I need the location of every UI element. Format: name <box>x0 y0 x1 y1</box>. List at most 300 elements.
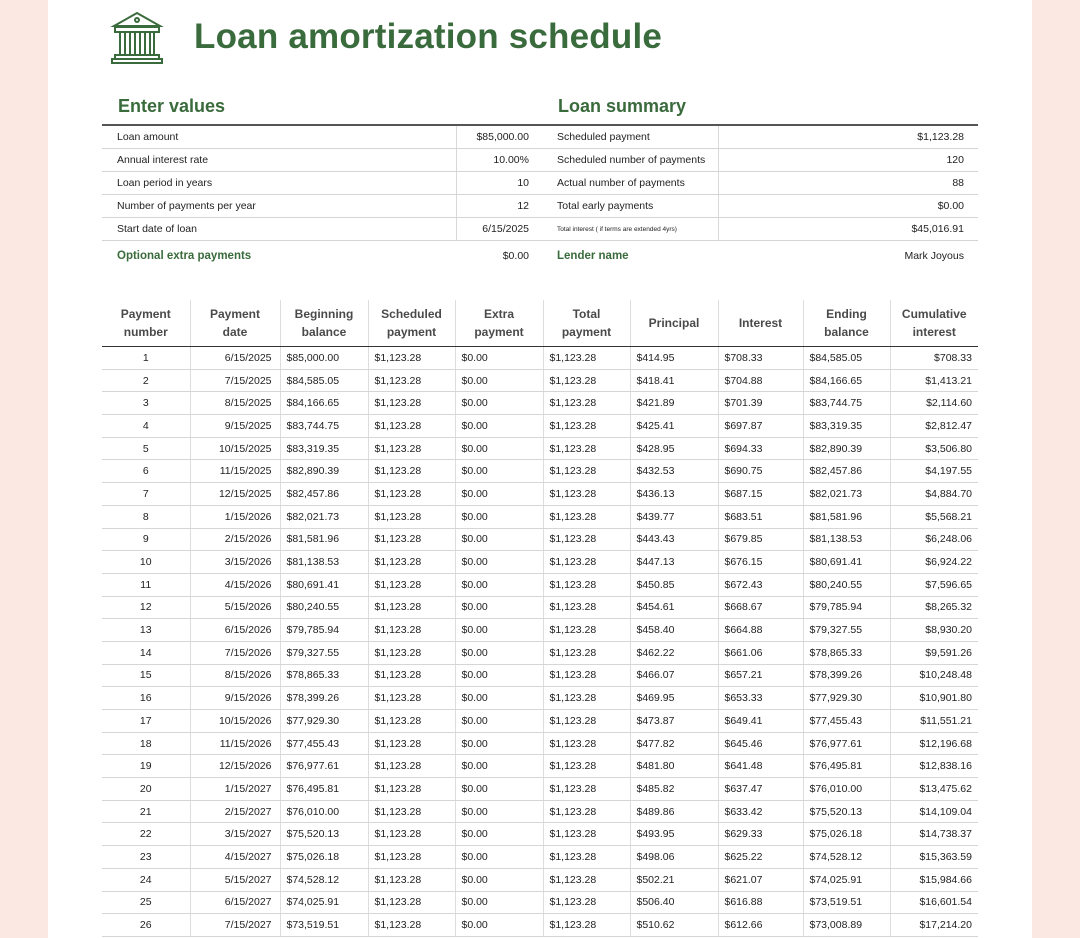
table-cell[interactable]: $0.00 <box>455 755 543 778</box>
table-cell[interactable]: 3/15/2027 <box>190 823 280 846</box>
table-cell[interactable]: $79,327.55 <box>280 641 368 664</box>
input-label: Loan period in years <box>117 177 213 189</box>
table-cell[interactable]: $84,166.65 <box>803 369 890 392</box>
table-cell[interactable]: $1,123.28 <box>368 460 455 483</box>
table-cell[interactable]: 13 <box>102 619 190 642</box>
table-cell[interactable]: $1,123.28 <box>543 891 630 914</box>
input-value[interactable]: 6/15/2025 <box>456 218 543 240</box>
table-cell[interactable]: $1,123.28 <box>368 437 455 460</box>
table-cell[interactable]: $10,901.80 <box>890 687 978 710</box>
table-cell[interactable]: 15 <box>102 664 190 687</box>
table-cell[interactable]: $1,123.28 <box>543 505 630 528</box>
table-cell[interactable]: $81,138.53 <box>803 528 890 551</box>
table-cell[interactable]: $708.33 <box>718 347 803 370</box>
input-row <box>102 218 543 241</box>
table-cell[interactable]: $1,123.28 <box>368 596 455 619</box>
table-cell[interactable]: $7,596.65 <box>890 573 978 596</box>
table-cell[interactable]: $0.00 <box>455 846 543 869</box>
table-cell[interactable]: 11/15/2026 <box>190 732 280 755</box>
header <box>108 8 662 66</box>
table-cell[interactable]: 11/15/2025 <box>190 460 280 483</box>
table-cell[interactable]: $0.00 <box>455 437 543 460</box>
table-row <box>102 369 978 392</box>
table-cell[interactable]: $76,010.00 <box>803 778 890 801</box>
table-cell[interactable]: $502.21 <box>630 868 718 891</box>
table-cell[interactable]: $0.00 <box>455 505 543 528</box>
table-cell[interactable]: $694.33 <box>718 437 803 460</box>
table-cell[interactable]: $2,812.47 <box>890 415 978 438</box>
table-cell[interactable]: $641.48 <box>718 755 803 778</box>
table-cell[interactable]: 19 <box>102 755 190 778</box>
table-cell[interactable]: 1 <box>102 347 190 370</box>
table-cell[interactable]: $657.21 <box>718 664 803 687</box>
table-cell[interactable]: $683.51 <box>718 505 803 528</box>
table-cell[interactable]: $0.00 <box>455 914 543 937</box>
summary-row <box>542 126 978 149</box>
table-cell[interactable]: $74,025.91 <box>803 868 890 891</box>
table-cell[interactable]: 5/15/2027 <box>190 868 280 891</box>
table-cell[interactable]: $1,123.28 <box>368 573 455 596</box>
column-header <box>455 300 543 347</box>
table-cell[interactable]: $1,123.28 <box>368 868 455 891</box>
table-cell[interactable]: $3,506.80 <box>890 437 978 460</box>
table-cell[interactable]: $83,744.75 <box>803 392 890 415</box>
table-cell[interactable]: $73,519.51 <box>280 914 368 937</box>
table-cell[interactable]: 16 <box>102 687 190 710</box>
table-cell[interactable]: $84,585.05 <box>280 369 368 392</box>
table-cell[interactable]: $1,123.28 <box>368 347 455 370</box>
table-cell[interactable]: $1,123.28 <box>368 687 455 710</box>
table-cell[interactable]: $4,884.70 <box>890 483 978 506</box>
table-cell[interactable]: 26 <box>102 914 190 937</box>
table-cell[interactable]: $436.13 <box>630 483 718 506</box>
table-cell[interactable]: 18 <box>102 732 190 755</box>
table-cell[interactable]: $80,240.55 <box>280 596 368 619</box>
table-cell[interactable]: $0.00 <box>455 347 543 370</box>
table-cell[interactable]: $1,123.28 <box>368 528 455 551</box>
table-cell[interactable]: $0.00 <box>455 868 543 891</box>
table-cell[interactable]: $1,123.28 <box>543 868 630 891</box>
table-cell[interactable]: $80,691.41 <box>280 573 368 596</box>
table-cell[interactable]: $1,123.28 <box>543 914 630 937</box>
table-cell[interactable]: $0.00 <box>455 415 543 438</box>
table-cell[interactable]: 17 <box>102 710 190 733</box>
table-cell[interactable]: 7 <box>102 483 190 506</box>
table-cell[interactable]: $78,865.33 <box>803 641 890 664</box>
table-cell[interactable]: $82,021.73 <box>803 483 890 506</box>
input-label: Start date of loan <box>117 223 197 235</box>
table-cell[interactable]: $74,528.12 <box>280 868 368 891</box>
table-cell[interactable]: $1,413.21 <box>890 369 978 392</box>
table-cell[interactable]: $1,123.28 <box>543 573 630 596</box>
table-cell[interactable]: $1,123.28 <box>543 664 630 687</box>
table-cell[interactable]: 9 <box>102 528 190 551</box>
table-cell[interactable]: $477.82 <box>630 732 718 755</box>
table-cell[interactable]: $6,924.22 <box>890 551 978 574</box>
summary-label: Actual number of payments <box>557 177 685 189</box>
table-cell[interactable]: $1,123.28 <box>543 347 630 370</box>
table-cell[interactable]: $81,138.53 <box>280 551 368 574</box>
table-cell[interactable]: $16,601.54 <box>890 891 978 914</box>
table-cell[interactable]: $6,248.06 <box>890 528 978 551</box>
table-cell[interactable]: $77,929.30 <box>280 710 368 733</box>
table-cell[interactable]: $633.42 <box>718 800 803 823</box>
table-cell[interactable]: $439.77 <box>630 505 718 528</box>
table-cell[interactable]: $645.46 <box>718 732 803 755</box>
table-cell[interactable]: $1,123.28 <box>543 823 630 846</box>
summary-row <box>542 172 978 195</box>
table-cell[interactable]: $708.33 <box>890 347 978 370</box>
table-cell[interactable]: $77,929.30 <box>803 687 890 710</box>
table-cell[interactable]: $81,581.96 <box>280 528 368 551</box>
table-cell[interactable]: $506.40 <box>630 891 718 914</box>
table-cell[interactable]: $0.00 <box>455 392 543 415</box>
table-cell[interactable]: $15,984.66 <box>890 868 978 891</box>
table-cell[interactable]: $447.13 <box>630 551 718 574</box>
summary-label: Scheduled number of payments <box>557 154 706 166</box>
table-cell[interactable]: $1,123.28 <box>368 641 455 664</box>
table-cell[interactable]: $1,123.28 <box>543 732 630 755</box>
table-cell[interactable]: 4 <box>102 415 190 438</box>
table-cell[interactable]: $481.80 <box>630 755 718 778</box>
input-value[interactable]: $85,000.00 <box>456 126 543 148</box>
table-cell[interactable]: $649.41 <box>718 710 803 733</box>
table-cell[interactable]: $4,197.55 <box>890 460 978 483</box>
table-cell[interactable]: $78,865.33 <box>280 664 368 687</box>
table-cell[interactable]: $1,123.28 <box>543 710 630 733</box>
table-cell[interactable]: $418.41 <box>630 369 718 392</box>
table-cell[interactable]: $73,008.89 <box>803 914 890 937</box>
table-cell[interactable]: $493.95 <box>630 823 718 846</box>
table-cell[interactable]: 12 <box>102 596 190 619</box>
table-cell[interactable]: $76,977.61 <box>280 755 368 778</box>
table-cell[interactable]: $82,890.39 <box>803 437 890 460</box>
table-cell[interactable]: $76,495.81 <box>280 778 368 801</box>
table-cell[interactable]: $664.88 <box>718 619 803 642</box>
table-cell[interactable]: $13,475.62 <box>890 778 978 801</box>
table-cell[interactable]: $421.89 <box>630 392 718 415</box>
table-cell[interactable]: $1,123.28 <box>543 778 630 801</box>
table-cell[interactable]: $8,930.20 <box>890 619 978 642</box>
table-cell[interactable]: 7/15/2025 <box>190 369 280 392</box>
table-cell[interactable]: $76,495.81 <box>803 755 890 778</box>
table-cell[interactable]: $1,123.28 <box>543 846 630 869</box>
column-header <box>890 300 978 347</box>
table-cell[interactable]: $1,123.28 <box>368 710 455 733</box>
table-cell[interactable]: 4/15/2026 <box>190 573 280 596</box>
table-cell[interactable]: $697.87 <box>718 415 803 438</box>
table-cell[interactable]: $82,457.86 <box>280 483 368 506</box>
table-cell[interactable]: $2,114.60 <box>890 392 978 415</box>
table-cell[interactable]: $625.22 <box>718 846 803 869</box>
table-cell[interactable]: $78,399.26 <box>280 687 368 710</box>
column-header <box>280 300 368 347</box>
table-cell[interactable]: 3 <box>102 392 190 415</box>
table-cell[interactable]: 10 <box>102 551 190 574</box>
table-cell[interactable]: 9/15/2026 <box>190 687 280 710</box>
table-cell[interactable]: $0.00 <box>455 641 543 664</box>
table-cell[interactable]: $14,109.04 <box>890 800 978 823</box>
table-cell[interactable]: $0.00 <box>455 891 543 914</box>
table-cell[interactable]: $1,123.28 <box>543 369 630 392</box>
table-cell[interactable]: $469.95 <box>630 687 718 710</box>
table-row <box>102 914 978 937</box>
table-cell[interactable]: $1,123.28 <box>368 914 455 937</box>
column-header-text: Payment <box>120 307 171 321</box>
table-cell[interactable]: $0.00 <box>455 823 543 846</box>
table-cell[interactable]: 10/15/2026 <box>190 710 280 733</box>
table-cell[interactable]: $425.41 <box>630 415 718 438</box>
table-cell[interactable]: 11 <box>102 573 190 596</box>
table-row <box>102 596 978 619</box>
input-value[interactable]: 12 <box>456 195 543 217</box>
table-cell[interactable]: $82,457.86 <box>803 460 890 483</box>
column-header <box>630 300 718 347</box>
amortization-table <box>102 300 978 937</box>
table-cell[interactable]: $687.15 <box>718 483 803 506</box>
table-cell[interactable]: $84,166.65 <box>280 392 368 415</box>
table-cell[interactable]: $0.00 <box>455 460 543 483</box>
table-cell[interactable]: $81,581.96 <box>803 505 890 528</box>
table-cell[interactable]: $84,585.05 <box>803 347 890 370</box>
table-cell[interactable]: $1,123.28 <box>368 891 455 914</box>
table-cell[interactable]: 4/15/2027 <box>190 846 280 869</box>
table-cell[interactable]: $1,123.28 <box>543 619 630 642</box>
table-cell[interactable]: $489.86 <box>630 800 718 823</box>
optional-extra-payments-value[interactable]: $0.00 <box>502 250 529 262</box>
table-row <box>102 641 978 664</box>
table-cell[interactable]: $0.00 <box>455 483 543 506</box>
table-cell[interactable]: $0.00 <box>455 369 543 392</box>
table-cell[interactable]: $1,123.28 <box>543 641 630 664</box>
table-cell[interactable]: 22 <box>102 823 190 846</box>
table-cell[interactable]: $0.00 <box>455 528 543 551</box>
table-cell[interactable]: $12,838.16 <box>890 755 978 778</box>
table-cell[interactable]: $78,399.26 <box>803 664 890 687</box>
table-cell[interactable]: $1,123.28 <box>543 460 630 483</box>
table-cell[interactable]: $612.66 <box>718 914 803 937</box>
table-cell[interactable]: $0.00 <box>455 551 543 574</box>
enter-values-title: Enter values <box>118 96 226 116</box>
table-cell[interactable]: $75,026.18 <box>280 846 368 869</box>
table-cell[interactable]: 24 <box>102 868 190 891</box>
table-cell[interactable]: 25 <box>102 891 190 914</box>
table-cell[interactable]: $82,890.39 <box>280 460 368 483</box>
loan-summary-title: Loan summary <box>558 96 687 116</box>
table-cell[interactable]: 7/15/2026 <box>190 641 280 664</box>
table-cell[interactable]: 12/15/2025 <box>190 483 280 506</box>
table-cell[interactable]: $77,455.43 <box>280 732 368 755</box>
table-cell[interactable]: $1,123.28 <box>543 596 630 619</box>
table-cell[interactable]: $1,123.28 <box>368 551 455 574</box>
table-cell[interactable]: $79,785.94 <box>280 619 368 642</box>
table-cell[interactable]: $443.43 <box>630 528 718 551</box>
table-cell[interactable]: $5,568.21 <box>890 505 978 528</box>
table-cell[interactable]: $1,123.28 <box>543 528 630 551</box>
table-cell[interactable]: $85,000.00 <box>280 347 368 370</box>
lender-name-value[interactable]: Mark Joyous <box>904 250 964 262</box>
table-cell[interactable]: 9/15/2025 <box>190 415 280 438</box>
table-cell[interactable]: $616.88 <box>718 891 803 914</box>
table-cell[interactable]: $0.00 <box>455 573 543 596</box>
table-cell[interactable]: $79,785.94 <box>803 596 890 619</box>
table-cell[interactable]: $80,240.55 <box>803 573 890 596</box>
table-cell[interactable]: $701.39 <box>718 392 803 415</box>
table-cell[interactable]: 14 <box>102 641 190 664</box>
table-cell[interactable]: $473.87 <box>630 710 718 733</box>
table-cell[interactable]: 2 <box>102 369 190 392</box>
table-cell[interactable]: 8/15/2026 <box>190 664 280 687</box>
table-cell[interactable]: $498.06 <box>630 846 718 869</box>
column-header-text: payment <box>386 325 437 339</box>
table-cell[interactable]: $1,123.28 <box>543 483 630 506</box>
table-cell[interactable]: $1,123.28 <box>368 483 455 506</box>
table-cell[interactable]: $15,363.59 <box>890 846 978 869</box>
table-cell[interactable]: $74,025.91 <box>280 891 368 914</box>
table-cell[interactable]: $676.15 <box>718 551 803 574</box>
table-cell[interactable]: 23 <box>102 846 190 869</box>
table-cell[interactable]: $704.88 <box>718 369 803 392</box>
table-cell[interactable]: 21 <box>102 800 190 823</box>
column-header-text: Cumulative <box>901 307 967 321</box>
table-cell[interactable]: $1,123.28 <box>368 392 455 415</box>
table-cell[interactable]: $83,319.35 <box>803 415 890 438</box>
table-cell[interactable]: 8 <box>102 505 190 528</box>
table-cell[interactable]: $690.75 <box>718 460 803 483</box>
table-cell[interactable]: $77,455.43 <box>803 710 890 733</box>
optional-extra-payments-row <box>102 241 543 271</box>
table-cell[interactable]: $1,123.28 <box>543 687 630 710</box>
table-cell[interactable]: $1,123.28 <box>543 437 630 460</box>
table-cell[interactable]: $510.62 <box>630 914 718 937</box>
table-cell[interactable]: $12,196.68 <box>890 732 978 755</box>
summary-value: $0.00 <box>718 195 978 217</box>
table-cell[interactable]: $1,123.28 <box>368 732 455 755</box>
table-cell[interactable]: $0.00 <box>455 596 543 619</box>
table-cell[interactable]: $82,021.73 <box>280 505 368 528</box>
table-cell[interactable]: 5/15/2026 <box>190 596 280 619</box>
table-cell[interactable]: $637.47 <box>718 778 803 801</box>
table-cell[interactable]: $76,977.61 <box>803 732 890 755</box>
table-cell[interactable]: $1,123.28 <box>368 415 455 438</box>
spreadsheet-page <box>48 0 1032 938</box>
input-value[interactable]: 10.00% <box>456 149 543 171</box>
table-cell[interactable]: 12/15/2026 <box>190 755 280 778</box>
table-cell[interactable]: $75,520.13 <box>280 823 368 846</box>
table-cell[interactable]: $0.00 <box>455 778 543 801</box>
table-cell[interactable]: 8/15/2025 <box>190 392 280 415</box>
table-cell[interactable]: $1,123.28 <box>368 619 455 642</box>
table-cell[interactable]: $14,738.37 <box>890 823 978 846</box>
table-cell[interactable]: 1/15/2027 <box>190 778 280 801</box>
table-cell[interactable]: $17,214.20 <box>890 914 978 937</box>
table-cell[interactable]: 3/15/2026 <box>190 551 280 574</box>
table-header-row <box>102 300 978 347</box>
table-cell[interactable]: $1,123.28 <box>368 823 455 846</box>
table-cell[interactable]: $9,591.26 <box>890 641 978 664</box>
table-cell[interactable]: $75,026.18 <box>803 823 890 846</box>
table-cell[interactable]: $80,691.41 <box>803 551 890 574</box>
table-cell[interactable]: $629.33 <box>718 823 803 846</box>
table-cell[interactable]: $1,123.28 <box>368 755 455 778</box>
table-cell[interactable]: $0.00 <box>455 800 543 823</box>
table-cell[interactable]: 20 <box>102 778 190 801</box>
table-cell[interactable]: $621.07 <box>718 868 803 891</box>
table-cell[interactable]: $1,123.28 <box>368 505 455 528</box>
table-cell[interactable]: $462.22 <box>630 641 718 664</box>
table-cell[interactable]: $450.85 <box>630 573 718 596</box>
table-cell[interactable]: $432.53 <box>630 460 718 483</box>
table-cell[interactable]: $83,319.35 <box>280 437 368 460</box>
table-row <box>102 868 978 891</box>
table-cell[interactable]: 5 <box>102 437 190 460</box>
table-cell[interactable]: $0.00 <box>455 710 543 733</box>
table-cell[interactable]: $1,123.28 <box>368 800 455 823</box>
table-cell[interactable]: $1,123.28 <box>543 551 630 574</box>
table-cell[interactable]: $1,123.28 <box>543 755 630 778</box>
table-cell[interactable]: $1,123.28 <box>368 369 455 392</box>
table-cell[interactable]: $466.07 <box>630 664 718 687</box>
table-cell[interactable]: $1,123.28 <box>543 392 630 415</box>
table-cell[interactable]: $74,528.12 <box>803 846 890 869</box>
table-cell[interactable]: 6/15/2026 <box>190 619 280 642</box>
summary-value: $1,123.28 <box>718 126 978 148</box>
table-cell[interactable]: $76,010.00 <box>280 800 368 823</box>
table-cell[interactable]: $1,123.28 <box>543 415 630 438</box>
table-cell[interactable]: 1/15/2026 <box>190 505 280 528</box>
table-cell[interactable]: $661.06 <box>718 641 803 664</box>
table-cell[interactable]: $428.95 <box>630 437 718 460</box>
table-cell[interactable]: $668.67 <box>718 596 803 619</box>
table-cell[interactable]: $79,327.55 <box>803 619 890 642</box>
table-cell[interactable]: 6/15/2027 <box>190 891 280 914</box>
table-cell[interactable]: $10,248.48 <box>890 664 978 687</box>
table-cell[interactable]: $672.43 <box>718 573 803 596</box>
table-cell[interactable]: $0.00 <box>455 687 543 710</box>
table-cell[interactable]: 6/15/2025 <box>190 347 280 370</box>
table-cell[interactable]: $75,520.13 <box>803 800 890 823</box>
table-cell[interactable]: $0.00 <box>455 732 543 755</box>
table-cell[interactable]: 2/15/2027 <box>190 800 280 823</box>
table-cell[interactable]: $11,551.21 <box>890 710 978 733</box>
table-cell[interactable]: $1,123.28 <box>543 800 630 823</box>
table-cell[interactable]: $458.40 <box>630 619 718 642</box>
table-cell[interactable]: $83,744.75 <box>280 415 368 438</box>
input-value[interactable]: 10 <box>456 172 543 194</box>
table-cell[interactable]: $8,265.32 <box>890 596 978 619</box>
table-cell[interactable]: $0.00 <box>455 664 543 687</box>
table-cell[interactable]: $485.82 <box>630 778 718 801</box>
table-cell[interactable]: 7/15/2027 <box>190 914 280 937</box>
table-cell[interactable]: $454.61 <box>630 596 718 619</box>
table-cell[interactable]: $1,123.28 <box>368 664 455 687</box>
input-row <box>102 149 543 172</box>
table-cell[interactable]: $0.00 <box>455 619 543 642</box>
table-row <box>102 392 978 415</box>
table-cell[interactable]: $653.33 <box>718 687 803 710</box>
table-cell[interactable]: $1,123.28 <box>368 846 455 869</box>
column-header-text: Scheduled <box>381 307 442 321</box>
table-cell[interactable]: $73,519.51 <box>803 891 890 914</box>
table-cell[interactable]: $1,123.28 <box>368 778 455 801</box>
table-cell[interactable]: 10/15/2025 <box>190 437 280 460</box>
summary-value: 120 <box>718 149 978 171</box>
table-cell[interactable]: 2/15/2026 <box>190 528 280 551</box>
table-cell[interactable]: $679.85 <box>718 528 803 551</box>
table-cell[interactable]: 6 <box>102 460 190 483</box>
table-cell[interactable]: $414.95 <box>630 347 718 370</box>
summary-value: 88 <box>718 172 978 194</box>
